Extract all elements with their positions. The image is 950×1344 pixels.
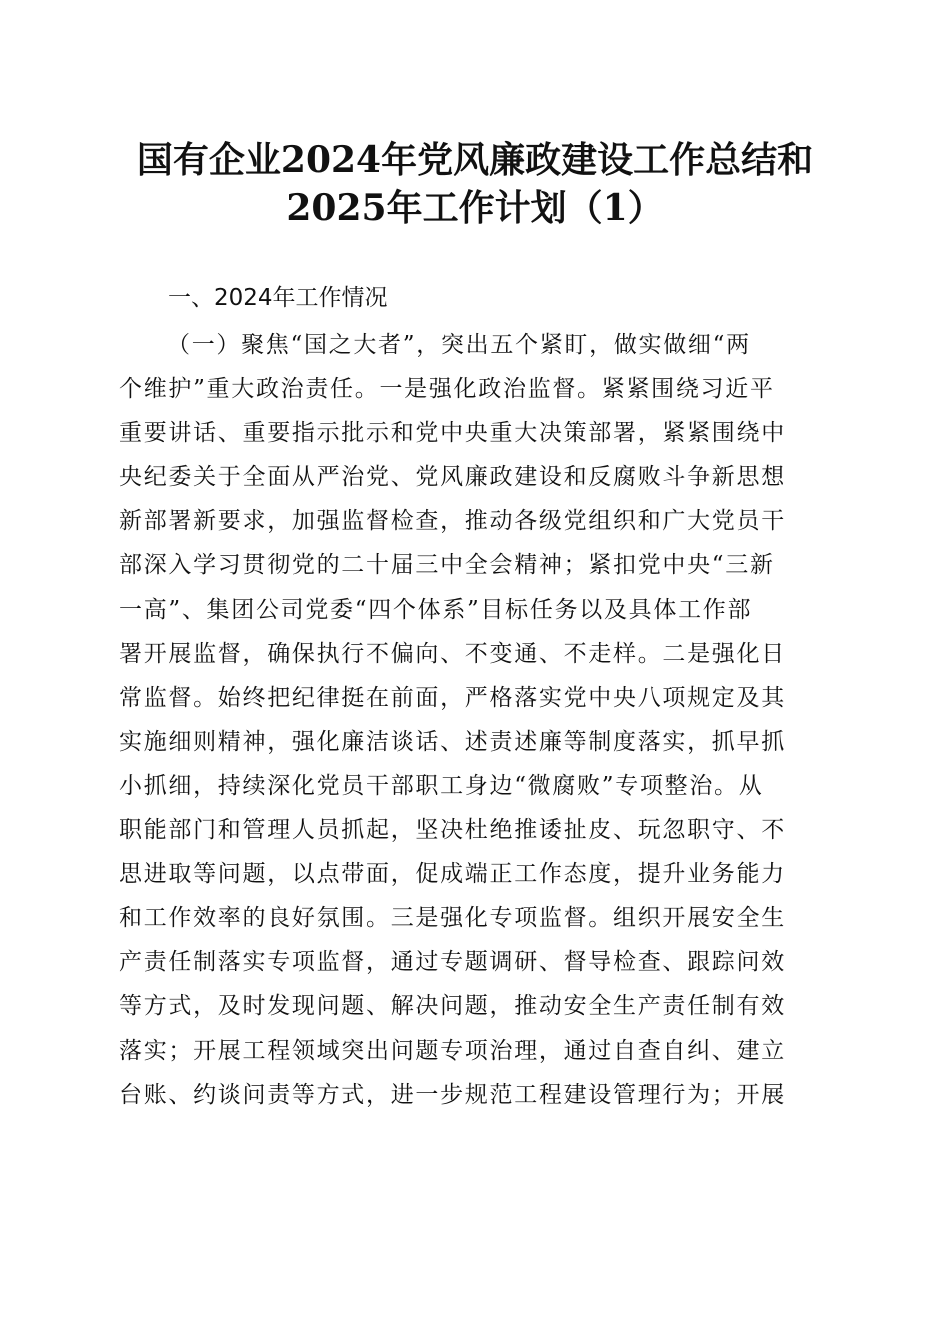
paragraph-line: （一）聚焦“国之大者”，突出五个紧盯，做实做细“两 [167, 332, 751, 358]
paragraph-line: 央纪委关于全面从严治党、党风廉政建设和反腐败斗争新思想 [119, 464, 786, 491]
paragraph-line: 台账、约谈问责等方式，进一步规范工程建设管理行为；开展 [119, 1081, 786, 1108]
paragraph-line: 常监督。始终把纪律挺在前面，严格落实党中央八项规定及其 [119, 684, 786, 711]
paragraph-line: 重要讲话、重要指示批示和党中央重大决策部署，紧紧围绕中 [119, 420, 786, 447]
paragraph-line: 署开展监督，确保执行不偏向、不变通、不走样。二是强化日 [119, 640, 786, 667]
paragraph-line: 部深入学习贯彻党的二十届三中全会精神；紧扣党中央“三新 [119, 552, 775, 579]
section-heading: 一、2024年工作情况 [168, 285, 388, 311]
paragraph-line: 等方式，及时发现问题、解决问题，推动安全生产责任制有效 [119, 993, 786, 1020]
body-paragraph [119, 323, 829, 1117]
title-line-1: 国有企业2024年党风廉政建设工作总结和 [136, 139, 814, 181]
paragraph-line: 小抓细，持续深化党员干部职工身边“微腐败”专项整治。从 [119, 772, 764, 799]
paragraph-line: 新部署新要求，加强监督检查，推动各级党组织和广大党员干 [119, 508, 786, 535]
paragraph-line: 思进取等问题，以点带面，促成端正工作态度，提升业务能力 [119, 861, 786, 888]
title-line-2: 2025年工作计划（1） [286, 187, 664, 229]
paragraph-line: 个维护”重大政治责任。一是强化政治监督。紧紧围绕习近平 [119, 376, 775, 403]
document-title [100, 136, 850, 232]
paragraph-line: 一高”、集团公司党委“四个体系”目标任务以及具体工作部 [119, 596, 753, 623]
paragraph-line: 落实；开展工程领域突出问题专项治理，通过自查自纠、建立 [119, 1037, 786, 1064]
paragraph-line: 职能部门和管理人员抓起，坚决杜绝推诿扯皮、玩忽职守、不 [119, 817, 786, 844]
paragraph-line: 产责任制落实专项监督，通过专题调研、督导检查、跟踪问效 [119, 949, 786, 976]
paragraph-line: 实施细则精神，强化廉洁谈话、述责述廉等制度落实，抓早抓 [119, 728, 786, 755]
paragraph-line: 和工作效率的良好氛围。三是强化专项监督。组织开展安全生 [119, 905, 786, 932]
